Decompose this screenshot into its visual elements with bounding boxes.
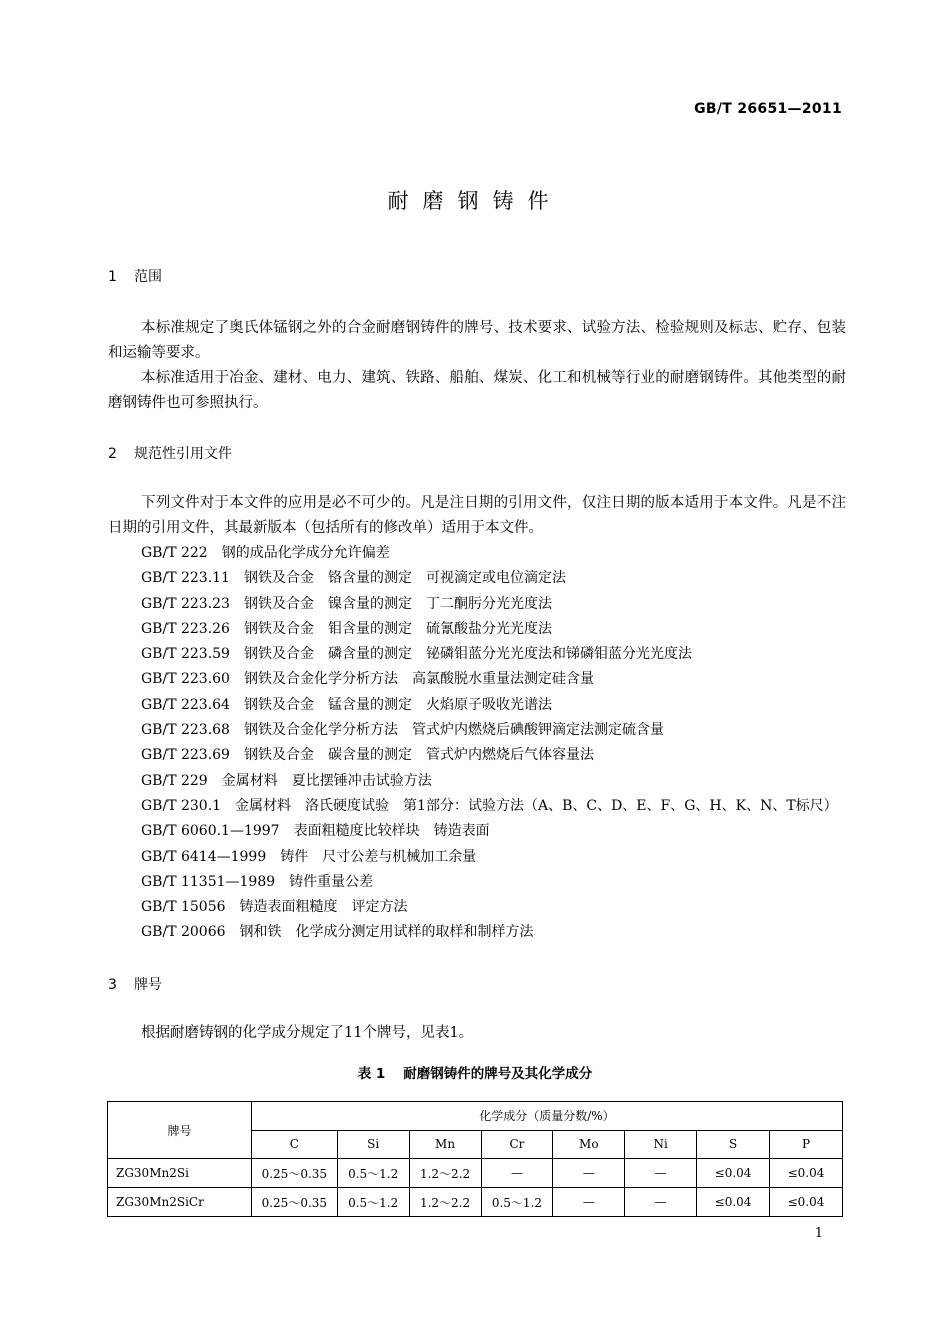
value-cell: — [553,1188,625,1217]
column-header: Cr [481,1130,553,1159]
reference-item: GB/T 15056 铸造表面粗糙度 评定方法 [141,899,408,916]
value-cell: — [481,1159,553,1188]
value-cell: ≤0.04 [770,1188,843,1217]
table-1-caption [0,1062,950,1082]
section-2-heading [108,443,232,463]
reference-item: GB/T 6414—1999 铸件 尺寸公差与机械加工余量 [141,848,477,865]
reference-item: GB/T 223.11 钢铁及合金 铬含量的测定 可视滴定或电位滴定法 [141,570,566,587]
column-header: Ni [625,1130,697,1159]
chemical-composition-table [107,1101,843,1217]
column-header: S [697,1130,770,1159]
reference-item: GB/T 20066 钢和铁 化学成分测定用试样的取样和制样方法 [141,924,534,941]
page-number: 1 [814,1226,823,1241]
value-cell: 0.5～1.2 [337,1188,409,1217]
section-title: 规范性引用文件 [134,446,232,462]
grade-cell: ZG30Mn2Si [108,1159,252,1188]
document-title: 耐磨钢铸件 [387,189,563,213]
value-cell: — [625,1188,697,1217]
value-cell: 0.5～1.2 [337,1159,409,1188]
grades-paragraph: 根据耐磨铸钢的化学成分规定了11个牌号，见表1。 [141,1025,474,1041]
section-number: 2 [108,446,117,462]
value-cell: 0.25～0.35 [251,1188,337,1217]
section-title: 范围 [134,269,162,285]
column-header: C [251,1130,337,1159]
value-cell: — [553,1159,625,1188]
section-3-heading [108,974,162,994]
reference-item: GB/T 6060.1—1997 表面粗糙度比较样块 铸造表面 [141,823,490,840]
column-header: P [770,1130,843,1159]
value-cell: — [625,1159,697,1188]
value-cell: 0.5～1.2 [481,1188,553,1217]
value-cell: 1.2～2.2 [409,1188,481,1217]
value-cell: 1.2～2.2 [409,1159,481,1188]
reference-item: GB/T 223.60 钢铁及合金化学分析方法 高氯酸脱水重量法测定硅含量 [141,671,594,688]
scope-paragraph-2: 本标准适用于冶金、建材、电力、建筑、铁路、船舶、煤炭、化工和机械等行业的耐磨钢铸件。其他类型的耐磨钢铸件也可参照执行。 [108,370,846,411]
table-row [108,1159,843,1188]
value-cell: ≤0.04 [770,1159,843,1188]
composition-header: 化学成分（质量分数/%） [251,1102,842,1131]
reference-item: GB/T 223.59 钢铁及合金 磷含量的测定 铋磷钼蓝分光光度法和锑磷钼蓝分光光度法 [141,646,692,663]
table-label: 表 1 [357,1066,386,1082]
table-title: 耐磨钢铸件的牌号及其化学成分 [403,1066,593,1082]
section-1-heading [108,266,162,286]
value-cell: ≤0.04 [697,1159,770,1188]
value-cell: ≤0.04 [697,1188,770,1217]
standard-code: GB/T 26651—2011 [694,101,842,117]
grade-cell: ZG30Mn2SiCr [108,1188,252,1217]
value-cell: 0.25～0.35 [251,1159,337,1188]
table-row [108,1188,843,1217]
reference-item: GB/T 223.26 钢铁及合金 钼含量的测定 硫氰酸盐分光光度法 [141,620,552,637]
reference-item: GB/T 223.64 钢铁及合金 锰含量的测定 火焰原子吸收光谱法 [141,696,552,713]
column-header: Si [337,1130,409,1159]
table-header-row [108,1102,843,1131]
section-number: 1 [108,269,117,285]
section-title: 牌号 [134,977,162,993]
reference-list [141,541,838,946]
reference-item: GB/T 230.1 金属材料 洛氏硬度试验 第1部分：试验方法（A、B、C、D、E、F、G、H、K、N、T标尺） [141,797,838,814]
grade-column-header: 牌号 [108,1102,252,1159]
column-header: Mn [409,1130,481,1159]
reference-item: GB/T 222 钢的成品化学成分允许偏差 [141,545,390,561]
reference-item: GB/T 11351—1989 铸件重量公差 [141,873,374,890]
reference-item: GB/T 223.69 钢铁及合金 碳含量的测定 管式炉内燃烧后气体容量法 [141,747,594,764]
normative-refs-intro: 下列文件对于本文件的应用是必不可少的。凡是注日期的引用文件，仅注日期的版本适用于本文件。凡是不注日期的引用文件，其最新版本（包括所有的修改单）适用于本文件。 [108,495,846,536]
reference-item: GB/T 229 金属材料 夏比摆锤冲击试验方法 [141,772,432,789]
column-header: Mo [553,1130,625,1159]
reference-item: GB/T 223.68 钢铁及合金化学分析方法 管式炉内燃烧后碘酸钾滴定法测定硫含量 [141,722,664,739]
reference-item: GB/T 223.23 钢铁及合金 镍含量的测定 丁二酮肟分光光度法 [141,595,552,612]
section-number: 3 [108,977,117,993]
scope-paragraph-1: 本标准规定了奥氏体锰钢之外的合金耐磨钢铸件的牌号、技术要求、试验方法、检验规则及标志、贮存、包装和运输等要求。 [108,320,846,361]
